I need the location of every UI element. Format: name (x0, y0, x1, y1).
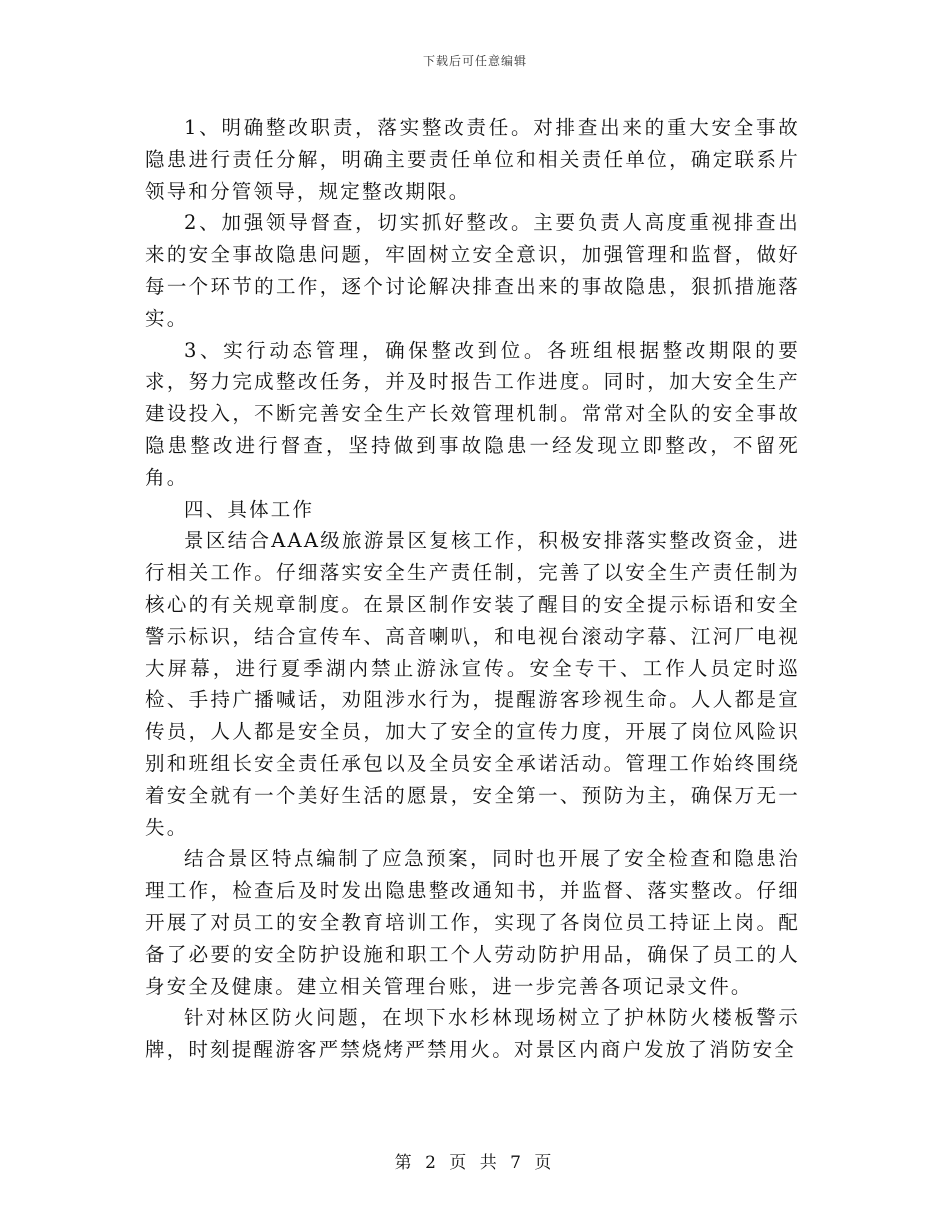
paragraph-6: 针对林区防火问题，在坝下水杉林现场树立了护林防火楼板警示牌，时刻提醒游客严禁烧烤严禁用火。对景区内商户发放了消防安全 (145, 1006, 800, 1062)
paragraph-5: 结合景区特点编制了应急预案，同时也开展了安全检查和隐患治理工作，检查后及时发出隐患整改通知书，并监督、落实整改。仔细开展了对员工的安全教育培训工作，实现了各岗位员工持证上岗。配备了必要的安全防护设施和职工个人劳动防护用品，确保了员工的人身安全及健康。建立相关管理台账，进一步完善各项记录文件。 (145, 847, 800, 998)
paragraph-2: 2、加强领导督查，切实抓好整改。主要负责人高度重视排查出来的安全事故隐患问题，牢固树立安全意识，加强管理和监督，做好每一个环节的工作，逐个讨论解决排查出来的事故隐患，狠抓措施落实。 (145, 211, 800, 330)
paragraph-3: 3、实行动态管理，确保整改到位。各班组根据整改期限的要求，努力完成整改任务，并及时报告工作进度。同时，加大安全生产建设投入，不断完善安全生产长效管理机制。常常对全队的安全事故隐患整改进行督查，坚持做到事故隐患一经发现立即整改，不留死角。 (145, 338, 800, 489)
document-body (145, 112, 800, 1066)
paragraph-4: 景区结合AAA级旅游景区复核工作，积极安排落实整改资金，进行相关工作。仔细落实安全生产责任制，完善了以安全生产责任制为核心的有关规章制度。在景区制作安装了醒目的安全提示标语和安全警示标识，结合宣传车、高音喇叭，和电视台滚动字幕、江河厂电视大屏幕，进行夏季湖内禁止游泳宣传。安全专干、工作人员定时巡检、手持广播喊话，劝阻涉水行为，提醒游客珍视生命。人人都是宣传员，人人都是安全员，加大了安全的宣传力度，开展了岗位风险识别和班组长安全责任承包以及全员安全承诺活动。管理工作始终围绕着安全就有一个美好生活的愿景，安全第一、预防为主，确保万无一失。 (145, 529, 800, 839)
paragraph-1: 1、明确整改职责，落实整改责任。对排查出来的重大安全事故隐患进行责任分解，明确主要责任单位和相关责任单位，确定联系片领导和分管领导，规定整改期限。 (145, 116, 800, 203)
page-header-note: 下载后可任意编辑 (422, 54, 527, 68)
section-heading: 四、具体工作 (184, 497, 315, 521)
page-number: 第 2 页 共 7 页 (394, 1153, 556, 1173)
